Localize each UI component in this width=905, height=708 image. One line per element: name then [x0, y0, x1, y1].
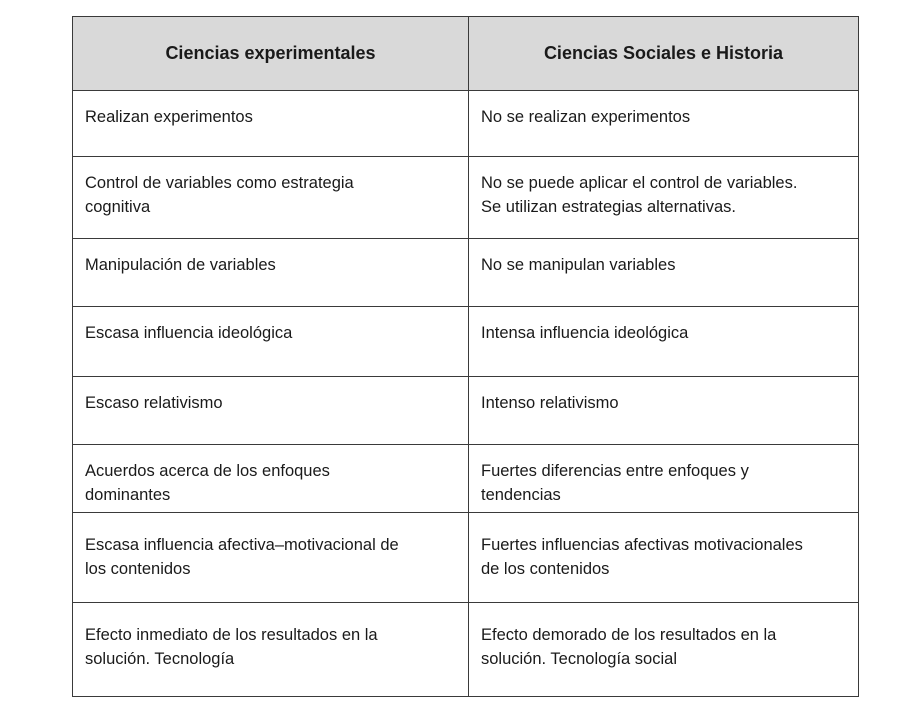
cell-text: Fuertes diferencias entre enfoques y tendencias — [481, 462, 749, 504]
cell-experimental — [73, 239, 469, 307]
table-row — [73, 157, 859, 239]
cell-text: Escasa influencia ideológica — [85, 324, 293, 342]
header-row — [73, 17, 859, 91]
cell-social — [469, 239, 859, 307]
cell-text: No se realizan experimentos — [481, 108, 691, 126]
cell-social — [469, 307, 859, 377]
cell-social — [469, 445, 859, 513]
table-row — [73, 307, 859, 377]
cell-text: Control de variables como estrategia cognitiva — [85, 174, 354, 216]
cell-social — [469, 377, 859, 445]
cell-text: Acuerdos acerca de los enfoques dominantes — [85, 462, 330, 504]
cell-experimental — [73, 157, 469, 239]
header-social-sciences-history: Ciencias Sociales e Historia — [469, 17, 859, 91]
cell-text: Intensa influencia ideológica — [481, 324, 689, 342]
cell-text: Escasa influencia afectiva–motivacional de los contenidos — [85, 536, 399, 578]
cell-experimental — [73, 513, 469, 603]
cell-experimental — [73, 91, 469, 157]
table-row — [73, 377, 859, 445]
cell-text: Fuertes influencias afectivas motivacionales de los contenidos — [481, 536, 803, 578]
cell-text: Realizan experimentos — [85, 108, 253, 126]
cell-social — [469, 603, 859, 697]
cell-social — [469, 91, 859, 157]
header-experimental-sciences: Ciencias experimentales — [73, 17, 469, 91]
cell-text: No se puede aplicar el control de variables. Se utilizan estrategias alternativas. — [481, 174, 798, 216]
cell-text: Manipulación de variables — [85, 256, 276, 274]
table-row — [73, 445, 859, 513]
cell-text: No se manipulan variables — [481, 256, 676, 274]
comparison-table — [72, 16, 859, 697]
table-row — [73, 91, 859, 157]
cell-social — [469, 157, 859, 239]
cell-text: Intenso relativismo — [481, 394, 619, 412]
cell-experimental — [73, 307, 469, 377]
cell-experimental — [73, 603, 469, 697]
cell-experimental — [73, 377, 469, 445]
cell-text: Escaso relativismo — [85, 394, 223, 412]
cell-social — [469, 513, 859, 603]
table-row — [73, 239, 859, 307]
table-row — [73, 513, 859, 603]
cell-experimental — [73, 445, 469, 513]
table-row — [73, 603, 859, 697]
cell-text: Efecto inmediato de los resultados en la solución. Tecnología — [85, 626, 378, 668]
cell-text: Efecto demorado de los resultados en la solución. Tecnología social — [481, 626, 777, 668]
